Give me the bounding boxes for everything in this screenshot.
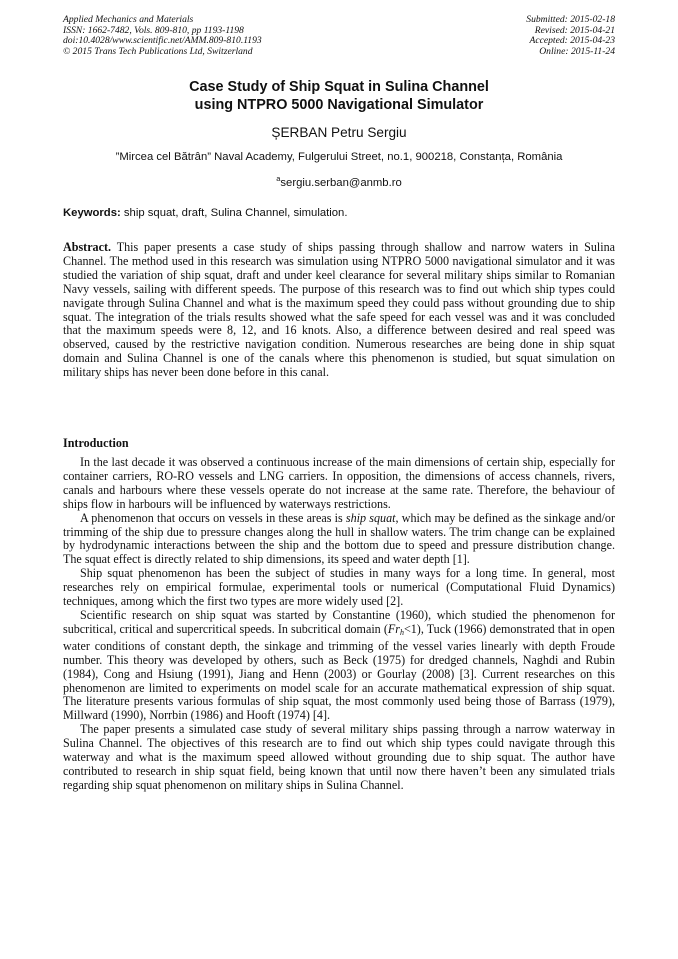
journal-issn: ISSN: 1662-7482, Vols. 809-810, pp 1193-1198 (63, 24, 244, 36)
keywords-label: Keywords: (63, 207, 121, 219)
author-email (63, 172, 615, 190)
keywords-text: ship squat, draft, Sulina Channel, simulation. (123, 207, 348, 219)
journal-copyright: © 2015 Trans Tech Publications Ltd, Switzerland (63, 45, 253, 57)
date-online: Online: 2015-11-24 (539, 45, 615, 57)
p2-emphasis: ship squat (345, 510, 396, 525)
paper-title (63, 79, 615, 114)
date-accepted: Accepted: 2015-04-23 (529, 35, 615, 47)
date-revised: Revised: 2015-04-21 (534, 24, 615, 36)
abstract-text: This paper presents a case study of ships passing through shallow and narrow waters in Sulina Channel. The method used in this research was simulation using NTPRO 5000 navigational simulator and it was studied the variation of ship squat, draft and under keel clearance for several military ships similar to Romanian Navy vessels, sailing with different speeds. The purpose of this research was to find out which ship types could navigate through Sulina Channel and what is the maximum speed they could pass without grounding due to ship squat. The integration of the trials results showed what the safe speed for each vessel was and it was concluded that the maximum speeds were 8, 12, and 16 knots. Also, a difference between desired and real speed was observed, caused by the restrictive navigation condition. Numerous researches are being done in ship squat domain and Sulina Channel is one of the canals where this phenomenon is studied, but squat simulation on military ships has never been done before in this canal. (63, 240, 616, 380)
email-superscript: a (276, 174, 281, 183)
dates-header (526, 15, 615, 57)
intro-paragraph-5: The paper presents a simulated case study of several military ships passing through a narrow waterway in Sulina Channel. The objectives of this research are to find out which ship types could navigate through this waterway and what is the maximum speed allowed without grounding due to ship squat. The author have contributed to research in ship squat field, being known that until now there haven’t been any simulated trials regarding ship squat phenomenon on military ships in Sulina Channel. (63, 722, 615, 792)
abstract-label: Abstract. (63, 240, 112, 254)
journal-doi: doi:10.4028/www.scientific.net/AMM.809-810.1193 (63, 35, 262, 47)
p2-text-b: , which may be defined as the sinkage and/or trimming of the ship due to pressure changes along the hull in shallow waters. The trim change can be explained by hydrodynamic interactions between the ship and the bottom due to speed and pressure distribution change. The squat effect is directly related to ship dimensions, its speed and water depth [1]. (63, 510, 615, 567)
intro-paragraph-1: In the last decade it was observed a continuous increase of the main dimensions of certain ship, especially for container carriers, RO-RO vessels and LNG carriers. In opposition, the dimensions of access channels, rivers, canals and harbours where these vessels operate do not increase at the same rate. Therefore, the behaviour of ships flow in harbours will be influenced by waterways restrictions. (63, 455, 615, 511)
author-affiliation: ”Mircea cel Bătrân” Naval Academy, Fulgerului Street, no.1, 900218, Constanța, România (115, 151, 563, 163)
section-heading-introduction: Introduction (63, 436, 129, 450)
intro-paragraph-2 (63, 512, 615, 568)
journal-header (63, 15, 262, 57)
journal-name: Applied Mechanics and Materials (63, 14, 194, 25)
intro-paragraph-3: Ship squat phenomenon has been the subject of studies in many ways for a long time. In general, most researches rely on empirical formulae, experimental tools or numerical (Computational Fluid Dynamics) techniques, among which the first two types are more widely used [2]. (63, 566, 615, 609)
abstract (63, 241, 615, 380)
p4-text-b: <1), Tuck (1966) demonstrated that in open water conditions of constant depth, the sinkage and trimming of the vessel varies linearly with depth Froude number. This theory was developed by others, such as Beck (1975) for dredged channels, Naghdi and Rubin (1984), Cong and Hsiung (1991), Jiang and Henn (2003) or Gourlay (2008) [3]. Current researches on this phenomenon are limited to experiments on model scale for an accurate mathematical expression of ship squat. The literature presents various formulas of ship squat, the most commonly used being those of Barrass (1979), Millward (1990), Norrbin (1986) and Hooft (1974) [4]. (63, 621, 615, 723)
introduction-body (63, 456, 615, 793)
intro-paragraph-4 (63, 609, 615, 723)
email-address: sergiu.serban@anmb.ro (280, 177, 402, 189)
date-submitted: Submitted: 2015-02-18 (526, 14, 615, 25)
p2-text-a: A phenomenon that occurs on vessels in these areas is (80, 510, 346, 525)
title-line-1: Case Study of Ship Squat in Sulina Channel (189, 79, 489, 95)
froude-subscript: h (399, 627, 404, 637)
froude-symbol: Fr (387, 621, 400, 636)
title-line-2: using NTPRO 5000 Navigational Simulator (194, 96, 484, 113)
keywords (63, 206, 615, 220)
author-name: ȘERBAN Petru Sergiu (271, 125, 407, 140)
p4-text-a: Scientific research on ship squat was started by Constantine (1960), which studied the phenomenon for subcritical, critical and supercritical speeds. In subcritical domain ( (63, 607, 615, 636)
